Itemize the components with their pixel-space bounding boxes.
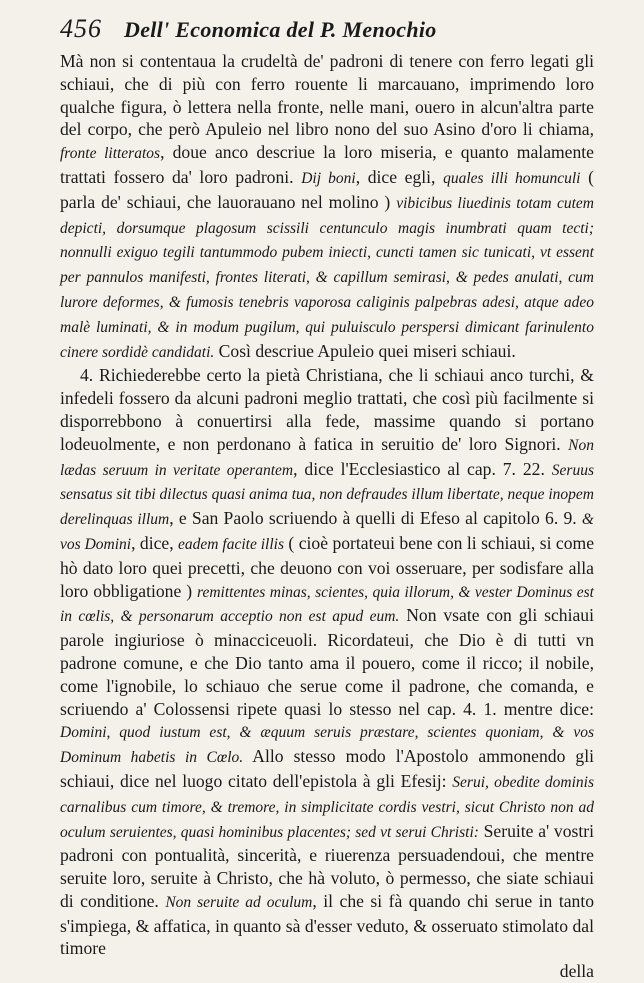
latin-quote: Dij boni (301, 169, 356, 187)
text-run: Mà non si contentaua la crudeltà de' padroni di tenere con ferro legati gli schiaui, che di più con ferro rouente li marcauano, imprimendo loro qualche figura, ò lettera nella fronte, nelle mani, ouero in alcun'altra parte del corpo, che però Apuleio nel libro nono del suo Asino d'oro li chiama, (60, 51, 594, 140)
text-run: Così descriue Apuleio quei miseri schiaui. (214, 340, 516, 361)
page-body (60, 50, 594, 960)
latin-quote: Non seruite ad oculum (165, 893, 313, 911)
page-header (60, 14, 594, 44)
paragraph-1 (60, 50, 594, 364)
text-run: , e San Paolo scriuendo à quelli di Efeso al capitolo 6. 9. (169, 508, 582, 529)
latin-quote: vibicibus liuedinis totam cutem depicti, dorsumque plagosum scissili centunculo magis inumbrati quam tecti; nonnulli exiguo tegili tantummodo pubem iniecti, cuncti tamen sic tunicati, vt essent per pannulos manifesti, frontes literati, & capillum semirasi, & pedes anulati, cum lurore deformes, & fumosis tenebris vaporosa caliginis palpebras adesi, atque adeo malè luminati, & in modum pugilum, qui puluisculo perspersi dimicant farinulento cinere sordidè candidati. (60, 194, 594, 361)
latin-quote: Seruus sensatus sit tibi dilectus quasi anima tua, non defraudes illum libertate, neque inopem derelinquas illum (60, 461, 594, 529)
latin-quote: quales illi homunculi (443, 169, 581, 187)
latin-quote: Non lædas seruum in veritate operantem (60, 436, 594, 479)
latin-quote: fronte litteratos (60, 145, 161, 163)
latin-quote: eadem facite illis (178, 535, 284, 553)
text-run: , dice, (131, 532, 179, 553)
latin-quote: Serui, obedite dominis carnalibus cum timore, & tremore, in simplicitate cordis vestri, sicut Christo non ad oculum seruientes, quasi hominibus placentes; sed vt serui Christi: (60, 773, 594, 841)
text-run: 4. Richiederebbe certo la pietà Christiana, che li schiaui anco turchi, & infedeli fossero da alcuni padroni meglio trattati, che così più facilmente si disporrebbono à conuertirsi alla fede, massime quando si portano lodeuolmente, e non perdonano à fatica in seruitio de' loro Signori. (60, 365, 594, 454)
latin-quote: & vos Domini (60, 511, 594, 553)
text-run: ( parla de' schiaui, che lauorauano nel molino ) (60, 166, 594, 212)
page-number: 456 (60, 14, 102, 43)
latin-quote: Domini, quod iustum est, & æquum seruis præstare, scientes quoniam, & vos Dominum habetis in Cœlo. (60, 724, 594, 767)
text-run: Non vsate con gli schiaui parole ingiuriose ò minacciceuoli. Ricordateui, che Dio è di tutti vn padrone comune, e che Dio tanto ama il pouero, come il ricco; il nobile, come l'ignobile, lo schiauo che serue come il padrone, che comanda, e scriuendo a' Colossensi ripete quasi lo stesso nel cap. 4. 1. mentre dice: (60, 605, 594, 719)
text-run: , dice l'Ecclesiastico al cap. 7. 22. (293, 458, 552, 479)
text-run: , il che si fà quando chi serue in tanto s'impiega, & affatica, in quanto sà d'esser veduto, & osseruato stimolato dal timore (60, 890, 594, 959)
text-run: Allo stesso modo l'Apostolo ammonendo gli schiaui, dice nel luogo citato dell'epistola à gli Efesij: (60, 746, 594, 791)
text-run: ( cioè portateui bene con li schiaui, si come hò dato loro quei precetti, che deuono con voi osseruare, per sodisfare alla loro obbligatione ) (60, 532, 594, 601)
text-run: , dice egli, (355, 166, 444, 187)
text-run: , doue anco descriue la loro miseria, e quanto malamente trattati fossero da' loro padroni. (60, 142, 594, 187)
paragraph-2 (60, 364, 594, 960)
text-run: Seruite a' vostri padroni con pontualità, sincerità, e riuerenza persuadendoui, che mentre seruite loro, seruite à Christo, che hà voluto, ò permesso, che siate schiaui di conditione. (60, 820, 594, 911)
latin-quote: remittentes minas, scientes, quia illorum, & vester Dominus est in cœlis, & personarum acceptio non est apud eum. (60, 583, 594, 626)
running-title: Dell' Economica del P. Menochio (124, 17, 437, 42)
catchword: della (559, 961, 594, 982)
